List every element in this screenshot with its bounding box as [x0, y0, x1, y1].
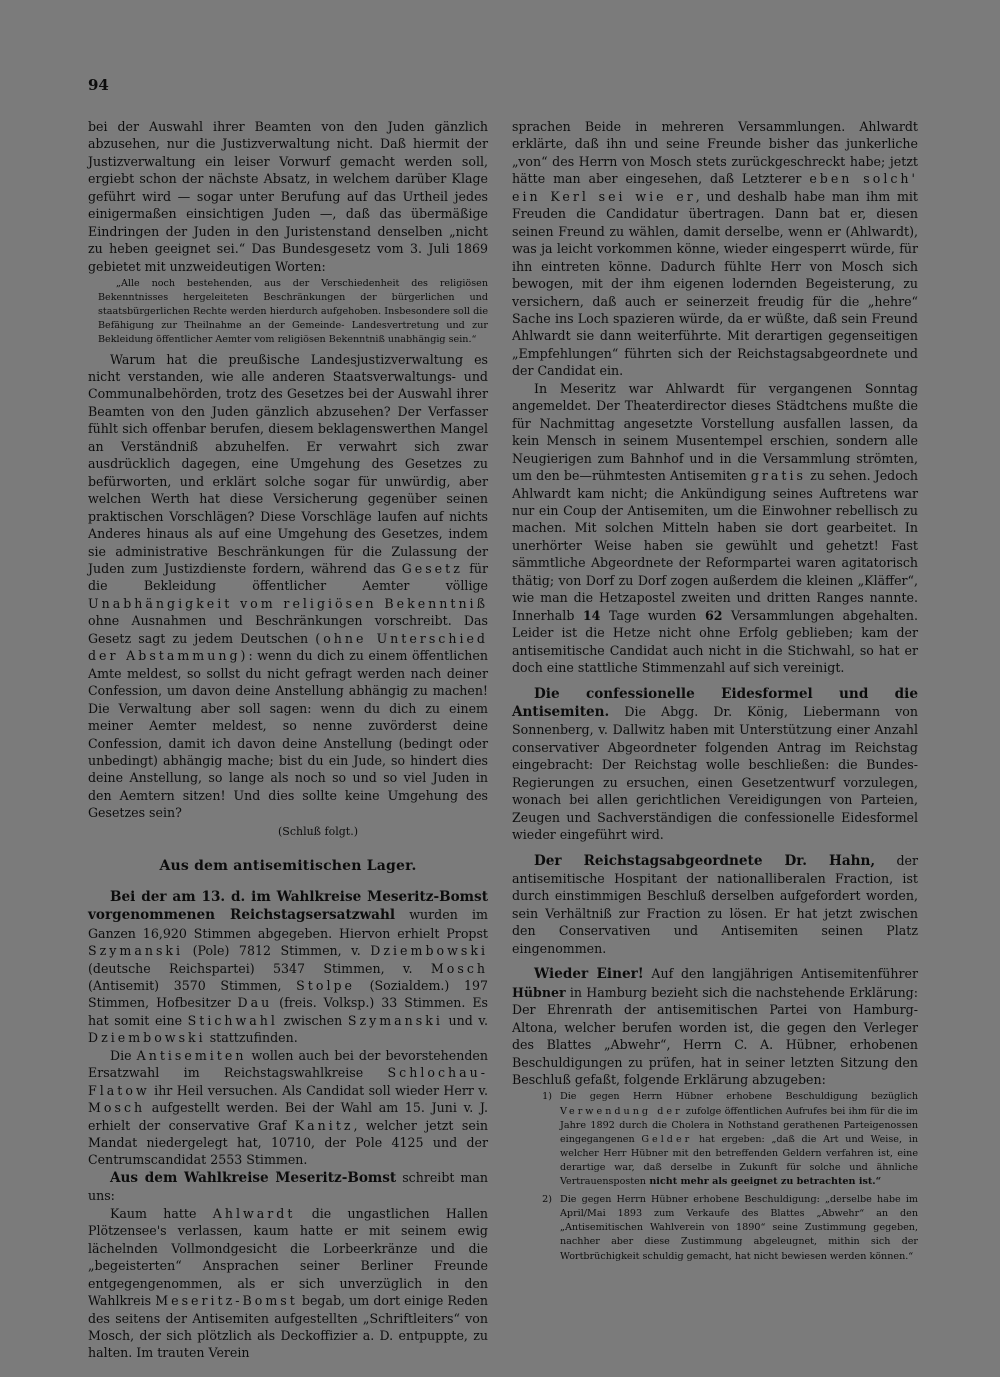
- spaced-text: Gesetz: [401, 560, 463, 576]
- list-item: 1) Die gegen Herrn Hübner erhobene Beschuldigung bezüglich Verwendung der zufolge öffentlichen Aufrufes bei ihm für die im Jahre 1892 durch die Cholera in Nothstand gerathenen Parteigenossen eingegangenen Gelder hat ergeben: „daß die Art und Weise, in welcher Herr Hübner mit den betreffenden Geldern verfahren ist, eine derartige war, daß derselbe in Zukunft für solche und ähnliche Vertrauensposten nicht mehr als geeignet zu betrachten ist.“: [512, 1090, 918, 1189]
- list-number: 1): [542, 1091, 552, 1103]
- item-heading: Aus dem Wahlkreise Meseritz-Bomst: [110, 1169, 397, 1186]
- news-item: Bei der am 13. d. im Wahlkreise Meseritz-Bomst vorgenommenen Reichstagsersatzwahl wurden im Ganzen 16,920 Stimmen abgegeben. Hiervon erhielt Propst Szymanski (Pole) 7812 Stimmen, v. Dziembowski (deutsche Reichspartei) 5347 Stimmen, v. Mosch (Antisemit) 3570 Stimmen, Stolpe (Sozialdem.) 197 Stimmen, Hofbesitzer Dau (freis. Volksp.) 33 Stimmen. Es hat somit eine Stichwahl zwischen Szymanski und v. Dziembowski stattzufinden.: [88, 888, 489, 1046]
- law-quote: „Alle noch bestehenden, aus der Verschiedenheit des religiösen Bekenntnisses hergeleiteten Beschränkungen der bürgerlichen und staatsbürgerlichen Rechte werden hierdurch aufgehoben. Insbesondere soll die Befähigung zur Theilnahme an der Gemeinde- Landesvertretung und zur Bekleidung öffentlicher Aemter vom religiösen Bekenntniß unabhängig sein.“: [98, 278, 488, 346]
- right-column: [512, 118, 918, 1268]
- item-heading: Wieder Einer!: [534, 966, 644, 983]
- paragraph: sprachen Beide in mehreren Versammlungen. Ahlwardt erklärte, daß ihn und seine Freunde bisher das junkerliche „von“ des Herrn von Mosch stets zurückgeschreckt habe; jetzt hätte man aber eingesehen, daß Letzterer eben solch' ein Kerl sei wie er, und deshalb habe man ihm mit Freuden die Candidatur übertragen. Dann bat er, diesen seinen Freund zu wählen, damit derselbe, wenn er (Ahlwardt), was ja leicht vorkommen könne, wieder eingesperrt würde, für ihn eintreten könne. Dadurch fühlte Herr von Mosch sich bewogen, mit der ihm eigenen lodernden Begeisterung, zu versichern, daß auch er seinerzeit freudig für die „hehre“ Sache ins Loch spazieren würde, da er wüßte, daß sein Freund Ahlwardt sie dann weiterführte. Mit derartigen gegenseitigen „Empfehlungen“ führten sich der Reichstagsabgeordnete und der Candidat ein.: [512, 119, 918, 379]
- news-item: Aus dem Wahlkreise Meseritz-Bomst schreibt man uns:: [88, 1169, 488, 1204]
- list-item: 2) Die gegen Herrn Hübner erhobene Beschuldigung: „derselbe habe im April/Mai 1893 zum Verkaufe des Blattes „Abwehr“ an den „Antisemitischen Wahlverein von 1890“ seine Zustimmung gegeben, nachher aber diese Zustimmung abgeleugnet, mithin sich der Wortbrüchigkeit schuldig gemacht, hat nicht bewiesen werden können.“: [512, 1193, 918, 1263]
- spaced-text: (ohne Unterschied der Abstammung): [88, 630, 488, 664]
- section-title: Aus dem antisemitischen Lager.: [159, 858, 417, 875]
- list-number: 2): [542, 1194, 552, 1206]
- paragraph: bei der Auswahl ihrer Beamten von den Juden gänzlich abzusehen, nur die Justizverwaltung nicht. Daß hiermit der Justizverwaltung ein leiser Vorwurf gemacht werden soll, ergiebt schon der nächste Absatz, in welchem darüber Klage geführt wird — sogar unter Berufung auf das Urtheil jedes einigermaßen einsichtigen Juden —, daß das übermäßige Eindringen der Juden in den Juristenstand denselben „nicht zu heben geeignet sei.“ Das Bundesgesetz vom 3. Juli 1869 gebietet mit unzweideutigen Worten:: [88, 119, 488, 274]
- item-heading: Die confessionelle Eidesformel und die Antisemiten.: [512, 685, 918, 720]
- left-column: [88, 118, 488, 1362]
- paragraph: Warum hat die preußische Landesjustizverwaltung es nicht verstanden, wie alle anderen Staatsverwaltungs- und Communalbehörden, trotz des Gesetzes bei der Auswahl ihrer Beamten von den Juden gänzlich abzusehen? Der Verfasser fühlt sich offenbar berufen, diesem beklagenswerthen Mangel an Verständniß abzuhelfen. Er verwahrt sich zwar ausdrücklich dagegen, eine Umgehung des Gesetzes zu befürworten, und erklärt solche sogar für unwürdig, aber welchen Werth hat diese Versicherung gegenüber seinen praktischen Vorschlägen? Diese Vorschläge laufen auf nichts Anderes hinaus als auf eine Umgehung des Gesetzes, indem sie administrative Beschränkungen für die Zulassung der Juden zum Justizdienste fordern, während das Gesetz für die Bekleidung öffentlicher Aemter völlige Unabhängigkeit vom religiösen Bekenntniß ohne Ausnahmen und Beschränkungen vorschreibt. Das Gesetz sagt zu jedem Deutschen (ohne Unterschied der Abstammung): wenn du dich zu einem öffentlichen Amte meldest, so sollst du nicht gefragt werden nach deiner Confession, um davon deine Anstellung abhängig zu machen! Die Verwaltung aber soll sagen: wenn du dich zu einem meiner Aemter meldest, so nenne zuvörderst deine Confession, damit ich davon deine Anstellung (bedingt oder unbedingt) abhängig mache; bist du ein Jude, so hindert dies deine Anstellung, so lange als noch so und so viel Juden in den Aemtern sitzen! Und dies sollte keine Umgehung des Gesetzes sein?: [88, 351, 488, 821]
- item-heading: Der Reichstagsabgeordnete Dr. Hahn,: [534, 852, 876, 869]
- page-number: 94: [88, 76, 109, 94]
- paragraph: Kaum hatte Ahlwardt die ungastlichen Hallen Plötzensee's verlassen, kaum hatte er mit seinem ewig lächelnden Vollmondgesicht die Lorbeerkränze und die „begeisterten“ Ansprachen seiner Berliner Freunde entgegengenommen, als er sich unverzüglich in den Wahlkreis Meseritz-Bomst begab, um dort einige Reden des seitens der Antisemiten aufgestellten „Schriftleiters“ von Mosch, der sich plötzlich als Deckoffizier a. D. entpuppte, zu halten. Im trauten Verein: [88, 1205, 489, 1361]
- paragraph: Die Antisemiten wollen auch bei der bevorstehenden Ersatzwahl im Reichstagswahlkreise Schlochau-Flatow ihr Heil versuchen. Als Candidat soll wieder Herr v. Mosch aufgestellt werden. Bei der Wahl am 15. Juni v. J. erhielt der conservative Graf Kanitz, welcher jetzt sein Mandat niedergelegt hat, 10710, der Pole 4125 und der Centrumscandidat 2553 Stimmen.: [88, 1047, 488, 1168]
- news-item: Der Reichstagsabgeordnete Dr. Hahn, der antisemitische Hospitant der nationalliberalen Fraction, ist durch einstimmigen Beschluß derselben aufgefordert worden, sein Verhältniß zur Fraction zu lösen. Er hat jetzt zwischen den Conservativen und Antisemiten seinen Platz eingenommen.: [512, 852, 918, 956]
- news-item: Die confessionelle Eidesformel und die Antisemiten. Die Abgg. Dr. König, Liebermann von Sonnenberg, v. Dallwitz haben mit Unterstützung einer Anzahl conservativer Abgeordneter folgenden Antrag im Reichstag eingebracht: Der Reichstag wolle beschließen: die Bundes-Regierungen zu ersuchen, einen Gesetzentwurf vorzulegen, wonach bei allen gerichtlichen Vereidigungen von Parteien, Zeugen und Sachverständigen die confessionelle Eidesformel wieder eingeführt wird.: [512, 685, 918, 843]
- paragraph: In Meseritz war Ahlwardt für vergangenen Sonntag angemeldet. Der Theaterdirector dieses Städtchens mußte die für Nachmittag angesetzte Vorstellung ausfallen lassen, da kein Mensch in seinem Musentempel erschien, sondern alle Neugierigen zum Bahnhof und in die Versammlung strömten, um den be—rühmtesten Antisemiten gratis zu sehen. Jedoch Ahlwardt kam nicht; die Ankündigung seines Auftretens war nur ein Coup der Antisemiten, um die Einwohner rebellisch zu machen. Mit solchen Mitteln haben sie dort gearbeitet. In unerhörter Weise haben sie gewühlt und gehetzt! Fast sämmtliche Abgeordnete der Reformpartei waren agitatorisch thätig; von Dorf zu Dorf zogen außerdem die kleinen „Kläffer“, wie man die Hetzapostel zweiten und dritten Ranges nannte. Innerhalb 14 Tage wurden 62 Versammlungen abgehalten. Leider ist die Hetze nicht ohne Erfolg geblieben; kam der antisemitische Candidat auch nicht in die Stichwahl, so hat er doch eine stattliche Stimmenzahl auf sich vereinigt.: [512, 380, 918, 676]
- news-item: Wieder Einer! Auf den langjährigen Antisemitenführer Hübner in Hamburg bezieht sich die nachstehende Erklärung: Der Ehrenrath der antisemitischen Partei von Hamburg-Altona, welcher berufen worden ist, die gegen den Verleger des Blattes „Abwehr“, Herrn C. A. Hübner, erhobenen Beschuldigungen zu prüfen, hat in seiner letzten Sitzung den Beschluß gefaßt, folgende Erklärung abzugeben:: [512, 966, 919, 1088]
- item-heading: Bei der am 13. d. im Wahlkreise Meseritz-Bomst vorgenommenen Reichstagsersatzwahl: [88, 888, 488, 924]
- spaced-text: Unabhängigkeit vom religiösen Bekenntniß: [88, 595, 488, 611]
- continuation-note: (Schluß folgt.): [278, 824, 358, 838]
